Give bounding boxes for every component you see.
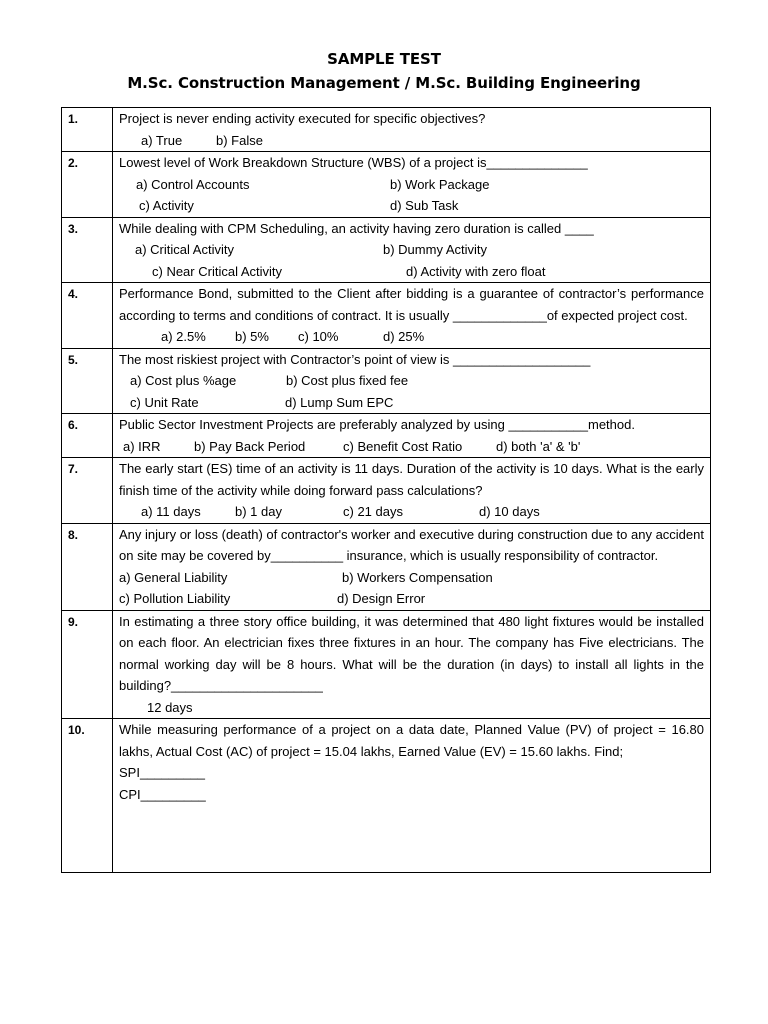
option-b: b) Work Package xyxy=(390,176,490,192)
question-row xyxy=(62,348,711,414)
option-b: b) False xyxy=(216,132,263,148)
question-text: While dealing with CPM Scheduling, an activity having zero duration is called ____ xyxy=(119,220,594,236)
question-number: 6. xyxy=(62,414,113,458)
program-title: M.Sc. Construction Management / M.Sc. Building Engineering xyxy=(127,74,641,92)
question-number: 10. xyxy=(62,719,113,873)
option-b: b) 1 day xyxy=(235,504,282,519)
question-number: 3. xyxy=(62,217,113,283)
option-a: a) 2.5% xyxy=(161,329,206,344)
option-a: a) Critical Activity xyxy=(135,242,234,257)
options-line xyxy=(119,436,704,458)
answer-line xyxy=(119,697,704,719)
question-row xyxy=(62,152,711,218)
options-line xyxy=(119,239,704,261)
question-row xyxy=(62,610,711,719)
option-c: c) Activity xyxy=(139,198,194,213)
option-b: b) 5% xyxy=(235,329,269,344)
question-number: 1. xyxy=(62,108,113,152)
question-text: Lowest level of Work Breakdown Structure (WBS) of a project is______________ xyxy=(119,155,588,170)
option-d: d) Activity with zero float xyxy=(406,263,546,279)
option-c: c) 21 days xyxy=(343,504,403,519)
question-row xyxy=(62,414,711,458)
question-number: 4. xyxy=(62,283,113,349)
question-row xyxy=(62,523,711,610)
option-d: d) Lump Sum EPC xyxy=(285,394,394,410)
question-text: The early start (ES) time of an activity is 11 days. Duration of the activity is 10 days. What is the early finish time of the activity while doing forward pass calculations? xyxy=(119,461,704,498)
question-text: The most riskiest project with Contractor’s point of view is ___________________ xyxy=(119,351,591,367)
option-a: a) True xyxy=(141,132,183,148)
options-line xyxy=(119,130,704,152)
option-d: d) 10 days xyxy=(479,504,540,519)
options-line xyxy=(119,326,704,348)
page-header xyxy=(0,47,768,95)
question-number: 8. xyxy=(62,523,113,610)
question-text: Performance Bond, submitted to the Client after bidding is a guarantee of contractor’s performance according to terms and conditions of contract. It is usually _____________of expected project cost. xyxy=(119,286,704,323)
option-c: c) Pollution Liability xyxy=(119,591,231,606)
question-number: 9. xyxy=(62,610,113,719)
test-title: SAMPLE TEST xyxy=(327,50,441,68)
option-a: a) General Liability xyxy=(119,569,228,585)
option-d: d) 25% xyxy=(383,329,425,344)
answer-text: 12 days xyxy=(147,699,193,715)
question-table xyxy=(61,107,711,873)
question-number: 7. xyxy=(62,458,113,524)
question-number: 2. xyxy=(62,152,113,218)
options-line xyxy=(119,392,704,414)
option-b: b) Workers Compensation xyxy=(342,569,493,585)
option-c: c) Benefit Cost Ratio xyxy=(343,438,463,454)
option-b: b) Dummy Activity xyxy=(383,242,488,257)
question-row xyxy=(62,719,711,873)
option-c: c) 10% xyxy=(298,329,339,344)
options-line xyxy=(119,567,704,589)
question-text: In estimating a three story office building, it was determined that 480 light fixtures would be installed on each floor. An electrician fixes three fixtures in an hour. The company has Five electricians. The normal working day will be 8 hours. What will be the duration (in days) to install all lights in the building?_____________________ xyxy=(119,613,704,693)
option-d: d) Design Error xyxy=(337,591,426,606)
options-line xyxy=(119,588,704,610)
option-a: a) Cost plus %age xyxy=(130,373,237,388)
question-number: 5. xyxy=(62,348,113,414)
option-a: a) 11 days xyxy=(141,504,201,519)
option-b: b) Cost plus fixed fee xyxy=(286,373,409,388)
question-text: Project is never ending activity executed for specific objectives? xyxy=(119,111,486,126)
spi-field[interactable]: SPI_________ xyxy=(119,765,206,780)
cpi-field[interactable]: CPI_________ xyxy=(119,786,206,802)
option-b: b) Pay Back Period xyxy=(194,438,306,454)
options-line xyxy=(119,501,704,523)
question-text: Any injury or loss (death) of contractor's worker and executive during construction due to any accident on site may be covered by__________ insurance, which is usually responsibility of contractor. xyxy=(119,526,704,563)
question-row xyxy=(62,458,711,524)
option-a: a) IRR xyxy=(123,438,161,454)
options-line xyxy=(119,174,704,196)
question-row xyxy=(62,217,711,283)
options-line xyxy=(119,370,704,392)
question-text: While measuring performance of a project on a data date, Planned Value (PV) of project = 16.80 lakhs, Actual Cost (AC) of project = 15.04 lakhs, Earned Value (EV) = 15.60 lakhs. Find; xyxy=(119,722,704,759)
option-c: c) Near Critical Activity xyxy=(152,263,283,279)
option-d: d) both 'a' & 'b' xyxy=(496,438,581,454)
option-d: d) Sub Task xyxy=(390,198,459,213)
options-line xyxy=(119,261,704,283)
question-row xyxy=(62,108,711,152)
option-a: a) Control Accounts xyxy=(136,176,250,192)
question-text: Public Sector Investment Projects are preferably analyzed by using ___________method. xyxy=(119,417,635,432)
question-row xyxy=(62,283,711,349)
option-c: c) Unit Rate xyxy=(130,394,199,410)
options-line xyxy=(119,195,704,217)
